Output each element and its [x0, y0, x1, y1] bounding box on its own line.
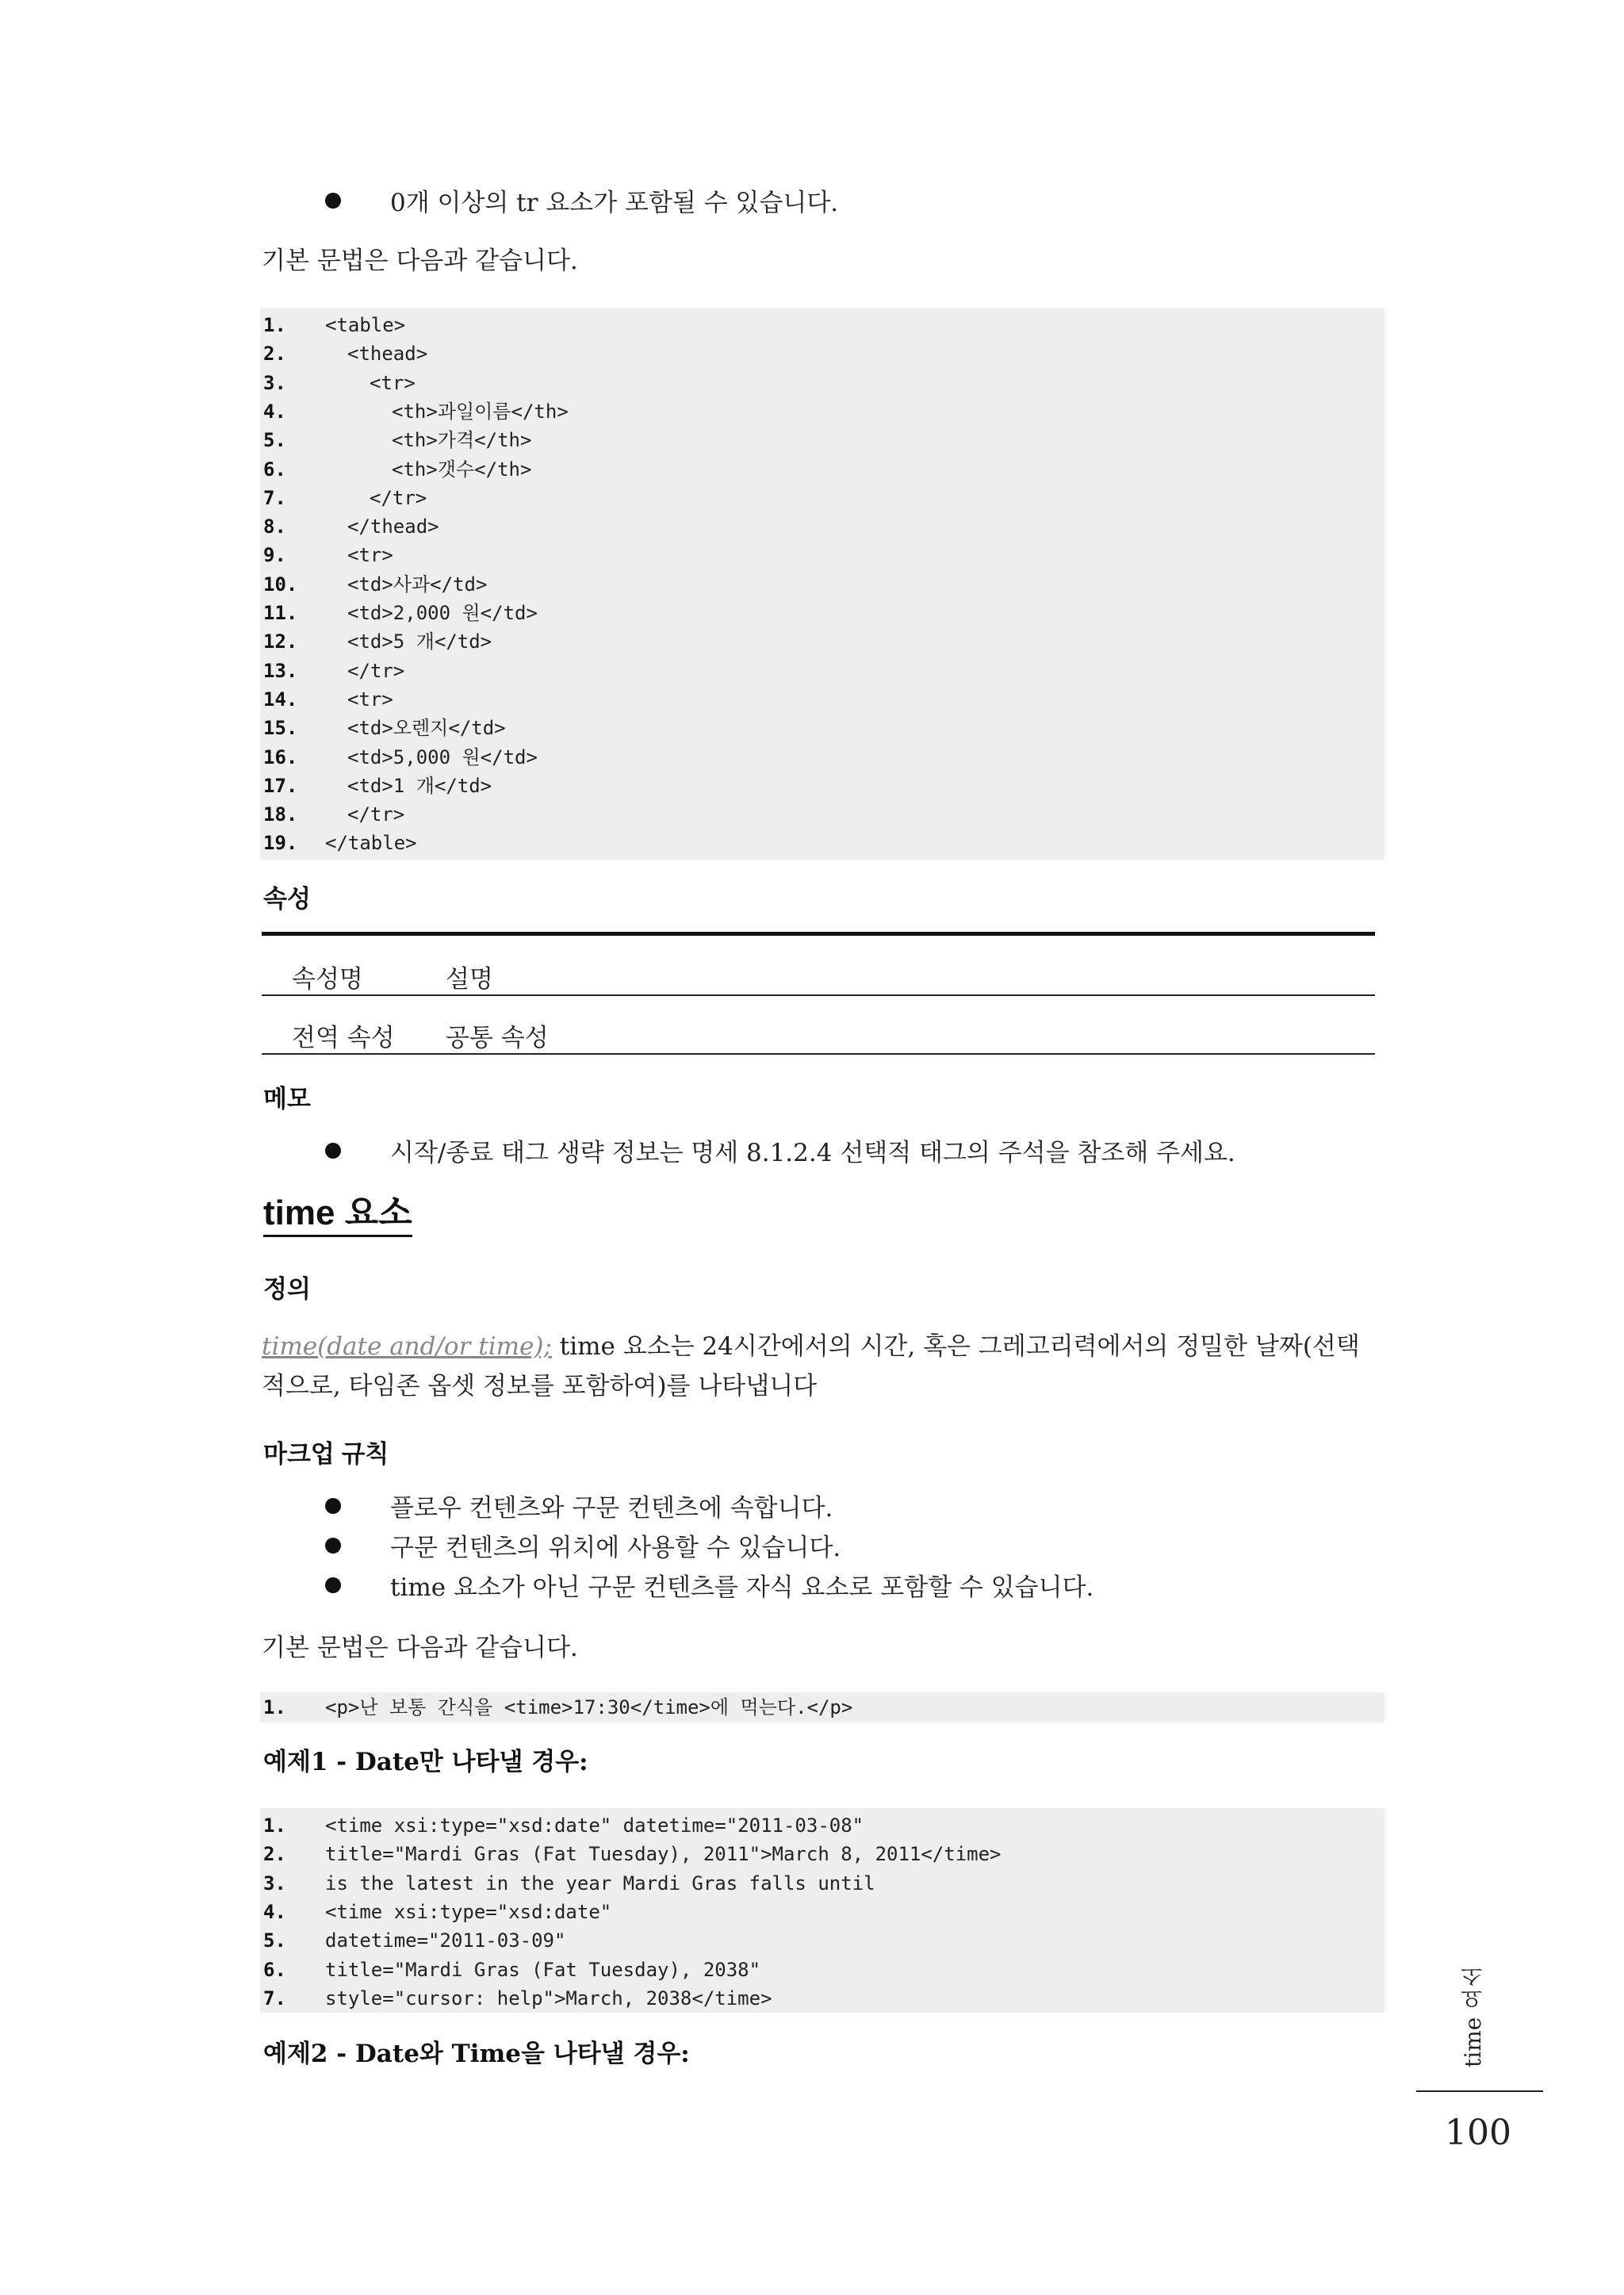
- attributes-heading: 속성: [263, 885, 311, 913]
- code-line: [260, 657, 1385, 685]
- table-bottom-rule: [262, 1053, 1375, 1055]
- code-line: [260, 1693, 1385, 1722]
- code-line: [260, 484, 1385, 512]
- code-line-text: <td>사과</td>: [347, 573, 488, 596]
- code-line-number: 11.: [263, 602, 298, 624]
- intro-bullet-text: 0개 이상의 tr 요소가 포함될 수 있습니다.: [390, 189, 839, 217]
- code-line: [260, 627, 1385, 656]
- table-header-name: 속성명: [292, 965, 363, 994]
- code-line-text: <time xsi:type="xsd:date" datetime="2011-03-08": [325, 1814, 864, 1837]
- code-line-text: </table>: [325, 832, 417, 855]
- code-line-text: <td>5,000 원</td>: [347, 745, 538, 768]
- side-section-label: time 요소: [1460, 1965, 1486, 2068]
- code-line-number: 16.: [263, 745, 298, 768]
- code-line-number: 1.: [263, 1814, 286, 1837]
- code-line-text: datetime="2011-03-09": [325, 1929, 566, 1952]
- code-line: [260, 541, 1385, 569]
- code-line-text: <th>갯수</th>: [392, 458, 532, 481]
- code-line: [260, 455, 1385, 484]
- definition-line-2: 적으로, 타임존 옵셋 정보를 포함하여)를 나타냅니다: [262, 1372, 818, 1400]
- code-line-number: 18.: [263, 803, 298, 826]
- code-line: [260, 1898, 1385, 1926]
- memo-bullet: [325, 1132, 1235, 1168]
- code-block-example1: [260, 1808, 1385, 2013]
- code-line-number: 3.: [263, 1872, 286, 1895]
- code-line-number: 2.: [263, 343, 286, 366]
- code-line-text: <thead>: [347, 343, 428, 366]
- code-line: [260, 1811, 1385, 1840]
- code-line: [260, 1956, 1385, 1984]
- intro-bullet: [325, 182, 838, 218]
- syntax-intro-time: 기본 문법은 다음과 같습니다.: [262, 1634, 578, 1662]
- code-line: [260, 1926, 1385, 1955]
- code-line: [260, 570, 1385, 599]
- code-line: [260, 800, 1385, 829]
- code-line-text: <td>오렌지</td>: [347, 717, 506, 740]
- table-top-rule: [262, 932, 1375, 936]
- example2-heading: 예제2 - Date와 Time을 나타낼 경우:: [263, 2040, 690, 2068]
- markup-bullet-text: 플로우 컨텐츠와 구문 컨텐츠에 속합니다.: [390, 1494, 833, 1523]
- code-line-number: 12.: [263, 630, 298, 653]
- code-block-basic: [260, 1692, 1385, 1722]
- code-line: [260, 1984, 1385, 2013]
- code-line-number: 7.: [263, 486, 286, 509]
- code-line-text: <tr>: [347, 688, 393, 711]
- code-line-text: </tr>: [370, 486, 427, 509]
- bullet-icon: [325, 1577, 341, 1593]
- example1-heading: 예제1 - Date만 나타낼 경우:: [263, 1748, 588, 1776]
- definition-text-1: time 요소는 24시간에서의 시간, 혹은 그레고리력에서의 정밀한 날짜(선택: [551, 1332, 1360, 1361]
- footer-rule: [1416, 2090, 1543, 2092]
- code-line-text: style="cursor: help">March, 2038</time>: [325, 1987, 772, 2010]
- code-line-number: 15.: [263, 717, 298, 740]
- code-line-number: 14.: [263, 688, 298, 711]
- memo-heading: 메모: [263, 1085, 311, 1113]
- code-line: [260, 714, 1385, 742]
- code-line: [260, 1840, 1385, 1868]
- code-line-number: 6.: [263, 458, 286, 481]
- code-line-text: <tr>: [370, 371, 416, 394]
- markup-bullet: [325, 1527, 841, 1563]
- code-line-text: </thead>: [347, 515, 439, 538]
- code-line-number: 4.: [263, 1900, 286, 1923]
- code-line-text: <td>2,000 원</td>: [347, 602, 538, 624]
- code-line: [260, 829, 1385, 857]
- code-line: [260, 599, 1385, 627]
- bullet-icon: [325, 193, 341, 209]
- bullet-icon: [325, 1498, 341, 1514]
- section-title: time 요소: [263, 1193, 412, 1237]
- definition-line-1: [262, 1326, 1388, 1362]
- code-line-number: 5.: [263, 1929, 286, 1952]
- code-line-number: 6.: [263, 1958, 286, 1981]
- bullet-icon: [325, 1143, 341, 1159]
- table-header-desc: 설명: [446, 965, 493, 994]
- code-line-number: 8.: [263, 515, 286, 538]
- code-line-text: <table>: [325, 314, 406, 336]
- code-line-number: 19.: [263, 832, 298, 855]
- table-cell-name: 전역 속성: [292, 1024, 395, 1052]
- code-line: [260, 311, 1385, 339]
- code-line: [260, 685, 1385, 714]
- code-line-text: <td>1 개</td>: [347, 774, 492, 797]
- code-line-number: 2.: [263, 1843, 286, 1866]
- code-line: [260, 339, 1385, 368]
- code-line-number: 5.: [263, 429, 286, 452]
- code-line-number: 10.: [263, 573, 298, 596]
- markup-bullet-text: time 요소가 아닌 구문 컨텐츠를 자식 요소로 포함할 수 있습니다.: [390, 1573, 1094, 1602]
- code-line-text: title="Mardi Gras (Fat Tuesday), 2038": [325, 1958, 761, 1981]
- table-header-rule: [262, 994, 1375, 996]
- code-line: [260, 426, 1385, 454]
- code-line: [260, 512, 1385, 541]
- code-line-text: <td>5 개</td>: [347, 630, 492, 653]
- definition-heading: 정의: [263, 1275, 311, 1303]
- page-number: 100: [1445, 2113, 1511, 2153]
- code-line-text: <th>가격</th>: [392, 429, 532, 452]
- markup-heading: 마크업 규칙: [263, 1440, 389, 1468]
- code-line-text: <th>과일이름</th>: [392, 400, 569, 423]
- code-line-number: 7.: [263, 1987, 286, 2010]
- definition-link[interactable]: time(date and/or time);: [262, 1332, 552, 1361]
- markup-bullet: [325, 1488, 833, 1523]
- code-line-number: 9.: [263, 544, 286, 567]
- code-line: [260, 1869, 1385, 1898]
- code-line: [260, 772, 1385, 800]
- code-line: [260, 369, 1385, 397]
- code-line: [260, 397, 1385, 426]
- markup-bullet: [325, 1567, 1094, 1603]
- code-line-text: <p>난 보통 간식을 <time>17:30</time>에 먹는다.</p>: [325, 1696, 853, 1718]
- code-line-number: 3.: [263, 371, 286, 394]
- code-line-number: 13.: [263, 659, 298, 682]
- code-line-text: title="Mardi Gras (Fat Tuesday), 2011">March 8, 2011</time>: [325, 1843, 1002, 1866]
- code-block-table: [260, 308, 1385, 860]
- code-line-text: <time xsi:type="xsd:date": [325, 1900, 612, 1923]
- bullet-icon: [325, 1538, 341, 1554]
- code-line-text: <tr>: [347, 544, 393, 567]
- code-line-text: </tr>: [347, 803, 405, 826]
- syntax-intro: 기본 문법은 다음과 같습니다.: [262, 247, 578, 275]
- code-line: [260, 743, 1385, 772]
- code-line-number: 17.: [263, 774, 298, 797]
- code-line-number: 1.: [263, 314, 286, 336]
- code-line-number: 4.: [263, 400, 286, 423]
- code-line-text: </tr>: [347, 659, 405, 682]
- memo-bullet-text: 시작/종료 태그 생략 정보는 명세 8.1.2.4 선택적 태그의 주석을 참조해 주세요.: [390, 1139, 1235, 1167]
- code-line-text: is the latest in the year Mardi Gras falls until: [325, 1872, 875, 1895]
- markup-bullet-text: 구문 컨텐츠의 위치에 사용할 수 있습니다.: [390, 1534, 841, 1562]
- code-line-number: 1.: [263, 1696, 286, 1718]
- table-cell-desc: 공통 속성: [446, 1024, 549, 1052]
